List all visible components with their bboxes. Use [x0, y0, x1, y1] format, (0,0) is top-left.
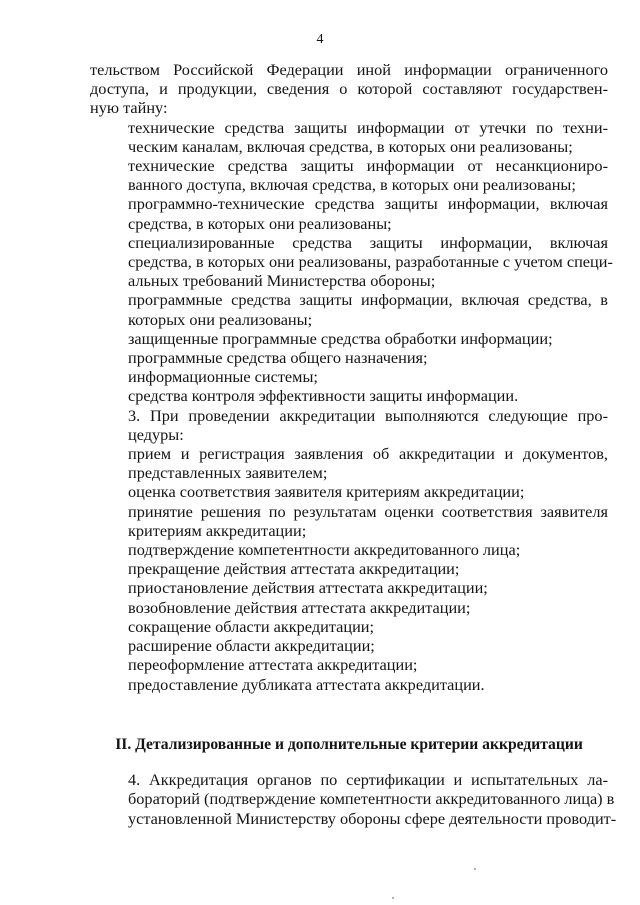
text-line: информационные системы; — [128, 367, 318, 387]
text-line: 3. При проведении аккредитации выполняются следующие про- — [128, 405, 608, 425]
text-line: приостановление действия аттестата аккредитации; — [128, 578, 488, 598]
paragraph — [90, 367, 608, 386]
scan-speck — [392, 897, 394, 899]
text-line: сокращение области аккредитации; — [128, 616, 375, 636]
paragraph — [90, 232, 613, 291]
page-number: 4 — [316, 32, 324, 47]
text-line: доступа, и продукции, сведения о которой составляют государствен- — [90, 79, 608, 99]
text-line: программно-технические средства защиты информации, включая — [128, 194, 608, 214]
paragraph — [90, 636, 608, 655]
text-line: средства контроля эффективности защиты информации. — [128, 386, 519, 406]
text-line: тельством Российской Федерации иной информации ограниченного — [90, 60, 608, 79]
text-line: защищенные программные средства обработки информации; — [128, 328, 553, 348]
paragraph — [90, 482, 608, 501]
paragraph — [90, 444, 608, 482]
text-line: критериям аккредитации; — [128, 520, 307, 540]
text-line: бораторий (подтверждение компетентности аккредитованного лица) в — [128, 789, 615, 809]
paragraph — [90, 386, 608, 405]
text-line: возобновление действия аттестата аккредитации; — [128, 597, 471, 617]
paragraph — [90, 406, 608, 444]
text-line: подтверждение компетентности аккредитованного лица; — [128, 540, 521, 560]
text-line: программные средства защиты информации, включая средства, в — [128, 290, 608, 310]
paragraph — [90, 540, 608, 559]
scan-speck — [474, 868, 476, 870]
text-line: прием и регистрация заявления об аккредитации и документов, — [128, 444, 608, 464]
text-line: средства, в которых они реализованы, разработанные с учетом специ- — [128, 252, 613, 272]
paragraph — [90, 617, 608, 636]
text-line: средства, в которых они реализованы; — [128, 213, 392, 233]
paragraph — [90, 118, 608, 156]
text-line: прекращение действия аттестата аккредитации; — [128, 559, 460, 579]
text-line: которых они реализованы; — [128, 309, 313, 329]
text-line: представленных заявителем; — [128, 463, 328, 483]
paragraph — [90, 655, 608, 674]
paragraph — [90, 329, 608, 348]
text-line: ческим каналам, включая средства, в которых они реализованы; — [128, 136, 573, 156]
text-line: программные средства общего назначения; — [128, 348, 428, 368]
text-line: принятие решения по результатам оценки соответствия заявителя — [128, 501, 608, 521]
paragraph — [90, 60, 608, 118]
text-line: предоставление дубликата аттестата аккредитации. — [128, 674, 485, 694]
text-line: специализированные средства защиты информации, включая — [128, 232, 608, 252]
paragraph — [90, 502, 608, 540]
paragraph — [90, 675, 608, 694]
paragraph — [90, 194, 608, 232]
text-line: ную тайну: — [90, 98, 168, 118]
text-line: переоформление аттестата аккредитации; — [128, 655, 418, 675]
paragraph — [90, 559, 608, 578]
paragraph — [90, 598, 608, 617]
document-body — [90, 60, 613, 694]
paragraph — [90, 290, 608, 328]
text-line: оценка соответствия заявителя критериям аккредитации; — [128, 482, 525, 502]
text-line: цедуры: — [128, 424, 184, 444]
section-heading: II. Детализированные и дополнительные критерии аккредитации — [115, 736, 583, 753]
text-line: альных требований Министерства обороны; — [128, 271, 436, 291]
paragraph — [90, 578, 608, 597]
text-line: установленной Министерству обороны сфере деятельности проводит- — [128, 808, 617, 828]
text-line: технические средства защиты информации от несанкциониро- — [128, 156, 608, 176]
text-line: расширение области аккредитации; — [128, 636, 375, 656]
paragraph — [90, 156, 608, 194]
paragraph — [90, 348, 608, 367]
text-line: ванного доступа, включая средства, в которых они реализованы; — [128, 175, 576, 195]
paragraph-4 — [90, 770, 617, 828]
text-line: 4. Аккредитация органов по сертификации и испытательных ла- — [128, 770, 608, 789]
text-line: технические средства защиты информации от утечки по техни- — [128, 117, 608, 137]
